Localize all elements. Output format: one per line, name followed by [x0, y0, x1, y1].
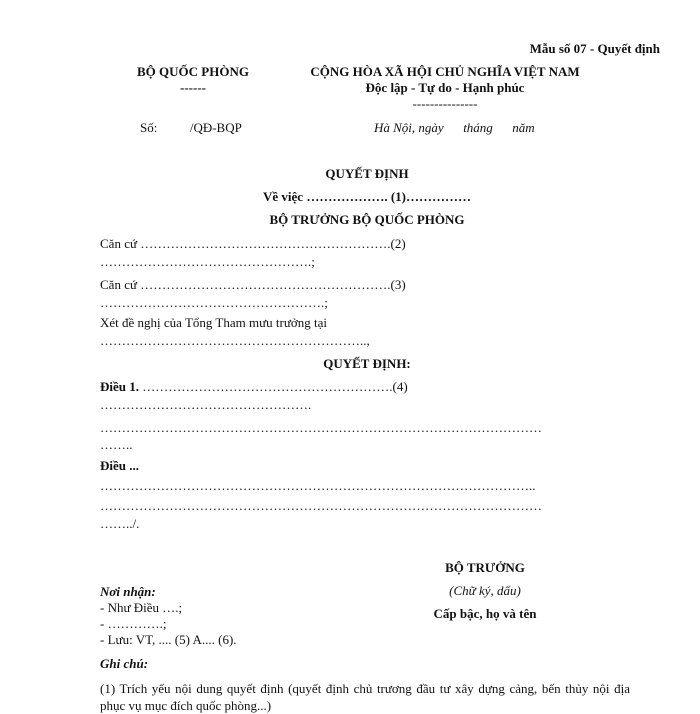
basis-1-line1: Căn cứ ………………………………………………….(2) [100, 236, 406, 251]
document-title: QUYẾT ĐỊNH [325, 166, 409, 181]
place-date: Hà Nội, ngày tháng năm [374, 120, 535, 135]
basis-2-line2: …………………………………………….; [100, 295, 328, 310]
org-divider: ------ [180, 80, 206, 95]
nation-motto: Độc lập - Tự do - Hạnh phúc [365, 80, 525, 95]
signature-note: (Chữ ký, dấu) [449, 583, 521, 598]
article-1-label: Điều 1. [100, 379, 139, 394]
article-1-text: ………………………………………………….(4) [139, 379, 408, 394]
article-1-line3: ………………………………………………………………………………………… [100, 420, 542, 435]
basis-1-line2: ………………………………………….; [100, 254, 315, 269]
issuing-authority: BỘ TRƯỞNG BỘ QUỐC PHÒNG [269, 212, 465, 227]
document-subject: Về việc ………………. (1)…………… [263, 189, 471, 204]
article-1-line1 [100, 380, 408, 395]
article-1-line4: …….. [100, 437, 133, 452]
article-1-line2: …………………………………………. [100, 397, 312, 412]
article-n-line3: ………………………………………………………………………………………… [100, 498, 542, 513]
basis-3-line2: …………………………………………………….., [100, 333, 370, 348]
decision-heading: QUYẾT ĐỊNH: [323, 356, 411, 371]
signature-title: BỘ TRƯỞNG [445, 560, 525, 575]
basis-2-line1: Căn cứ ………………………………………………….(3) [100, 277, 406, 292]
article-n-label: Điều ... [100, 458, 139, 473]
basis-3-line1: Xét đề nghị của Tổng Tham mưu trưởng tại [100, 315, 327, 330]
nation-name: CỘNG HÒA XÃ HỘI CHỦ NGHĨA VIỆT NAM [310, 64, 580, 79]
article-n-line4: ……../. [100, 516, 140, 531]
recipient-item: - ………….; [100, 616, 167, 631]
notes-label: Ghi chú: [100, 656, 149, 671]
form-number: Mẫu số 07 - Quyết định [529, 41, 660, 56]
motto-divider: --------------- [412, 96, 478, 111]
notes-text: (1) Trích yếu nội dung quyết định (quyết định chủ trương đầu tư xây dựng cảng, bến thủy nội địa phục vụ mục đích quốc phòng...) [100, 681, 630, 713]
recipients-label: Nơi nhận: [100, 584, 156, 599]
recipient-item: - Như Điều ….; [100, 600, 183, 615]
recipient-item: - Lưu: VT, .... (5) A.... (6). [100, 632, 237, 647]
signature-name: Cấp bậc, họ và tên [433, 606, 537, 621]
decision-number: Số: /QĐ-BQP [140, 120, 242, 135]
article-n-line2: ……………………………………………………………………………………….. [100, 478, 536, 493]
org-name: BỘ QUỐC PHÒNG [137, 64, 249, 79]
